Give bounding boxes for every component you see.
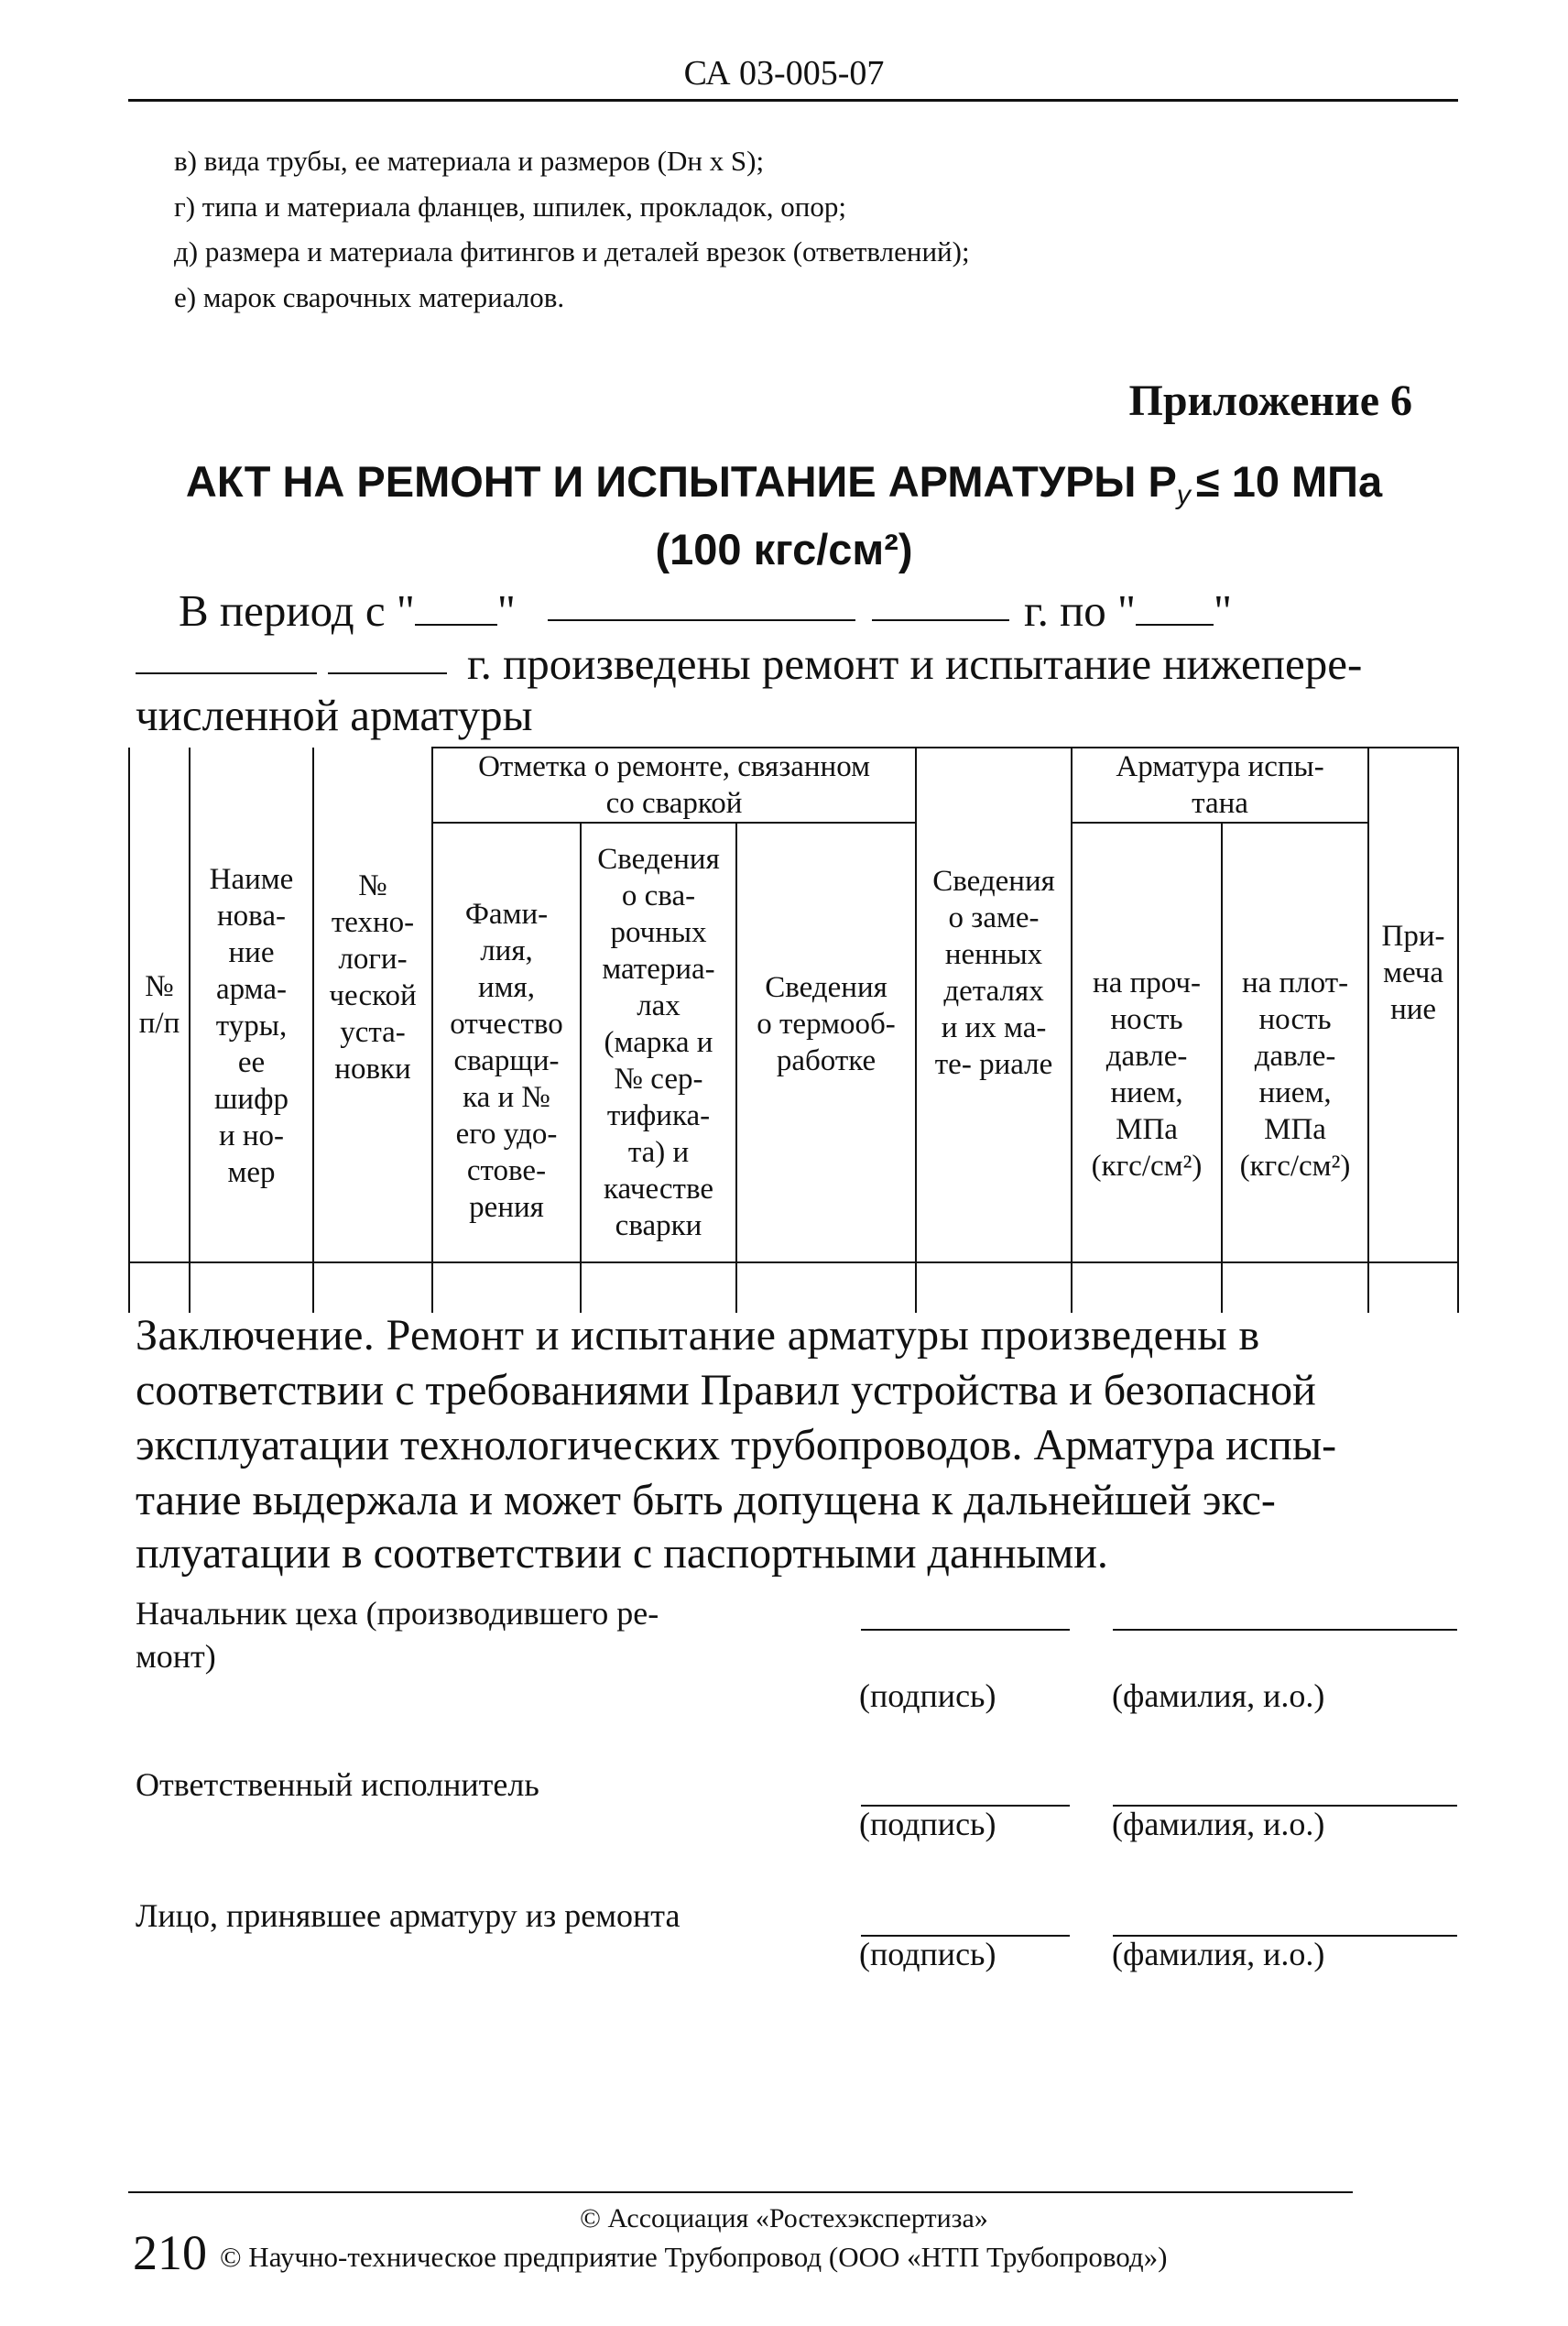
act-title-units: (100 кгс/см²) [655,525,913,573]
col-header-strength: на проч- ность давле- нием, МПа (кгс/см²) [1072,823,1222,1262]
footer-rule [128,2191,1353,2193]
title-subscript: у [1176,480,1191,510]
col-header-heat: Сведения о термооб- работке [736,823,916,1262]
table-cell [1368,1262,1458,1313]
table-cell [313,1262,432,1313]
list-item: е) марок сварочных материалов. [174,281,565,313]
name-line [1113,1629,1457,1631]
table-cell [916,1262,1072,1313]
col-header-note: При- меча ние [1368,748,1458,1262]
table-cell [1072,1262,1222,1313]
day-blank [415,591,497,626]
table-cell [736,1262,916,1313]
act-title [0,456,1568,511]
period-quote-to: " [1214,585,1233,636]
period-to [1024,584,1232,637]
col-header-welder: Фами- лия, имя, отчество сварщи- ка и № его удо- стове- рения [432,823,581,1262]
period-from-text: В период с " [179,585,415,636]
list-item: д) размера и материала фитингов и деталей врезок (ответвлений); [174,235,970,268]
signature-line [861,1629,1070,1631]
col-header-replaced: Сведения о заме- ненных деталях и их ма- те- риале [916,748,1072,1262]
month-blank-2 [136,672,317,674]
footer-enterprise: © Научно-техническое предприятие Трубопровод (ООО «НТП Трубопровод») [220,2241,1168,2273]
title-limit: ≤ 10 МПа [1195,457,1383,506]
table-cell [581,1262,736,1313]
col-header-materials: Сведения о сва- рочных материа- лах (марка и № сер- тифика- та) и качестве сварки [581,823,736,1262]
signature-label-acceptor: Лицо, принявшее арматуру из ремонта [136,1897,681,1934]
signature-label-executor: Ответственный исполнитель [136,1766,539,1803]
day-blank-to [1136,591,1214,626]
table-cell [432,1262,581,1313]
col-header-number: № п/п [129,748,190,1262]
appendix-label: Приложение 6 [1128,377,1412,425]
name-caption: (фамилия, и.о.) [1112,1806,1325,1842]
page-number: 210 [133,2225,207,2280]
list-item: г) типа и материала фланцев, шпилек, прокладок, опор; [174,191,847,223]
conclusion-line: Заключение. Ремонт и испытание арматуры произведены в [136,1311,1260,1360]
name-caption: (фамилия, и.о.) [1112,1936,1325,1972]
period-line-2: г. произведены ремонт и испытание нижепере- [467,639,1363,689]
period-line-3: численной арматуры [136,690,533,740]
signature-caption: (подпись) [859,1677,996,1714]
repair-table [128,747,1459,1313]
table-cell [1222,1262,1368,1313]
table-row [129,1262,1458,1313]
conclusion-line: эксплуатации технологических трубопроводов. Арматура испы- [136,1421,1337,1469]
table-cell [190,1262,313,1313]
footer-association: © Ассоциация «Ростехэкспертиза» [580,2203,988,2233]
period-line-1 [179,584,516,637]
table-cell [129,1262,190,1313]
list-item: в) вида трубы, ее материала и размеров (Dн x S); [174,145,765,177]
period-quote: " [496,585,516,636]
conclusion-line: соответствии с требованиями Правил устройства и безопасной [136,1366,1316,1414]
year-blank [872,619,1009,621]
group-header-tested: Арматура испы- тана [1072,748,1368,823]
group-header-welding: Отметка о ремонте, связанном со сваркой [432,748,916,823]
conclusion-line: плуатации в соответствии с паспортными данными. [136,1529,1108,1578]
col-header-unit: № техно- логи- ческой уста- новки [313,748,432,1262]
signature-caption: (подпись) [859,1806,996,1842]
name-caption: (фамилия, и.о.) [1112,1677,1325,1714]
conclusion-line: тание выдержала и может быть допущена к дальнейшей экс- [136,1476,1276,1524]
period-to-text: г. по " [1024,585,1137,636]
col-header-density: на плот- ность давле- нием, МПа (кгс/см²) [1222,823,1368,1262]
signature-label-head: Начальник цеха (производившего ре- монт) [136,1595,659,1675]
year-blank-2 [328,672,447,674]
document-code: СА 03-005-07 [683,54,885,93]
col-header-name: Наиме нова- ние арма- туры, ее шифр и но- мер [190,748,313,1262]
header-rule [128,99,1458,102]
signature-caption: (подпись) [859,1936,996,1972]
month-blank [548,619,855,621]
title-text: АКТ НА РЕМОНТ И ИСПЫТАНИЕ АРМАТУРЫ Р [185,457,1177,506]
